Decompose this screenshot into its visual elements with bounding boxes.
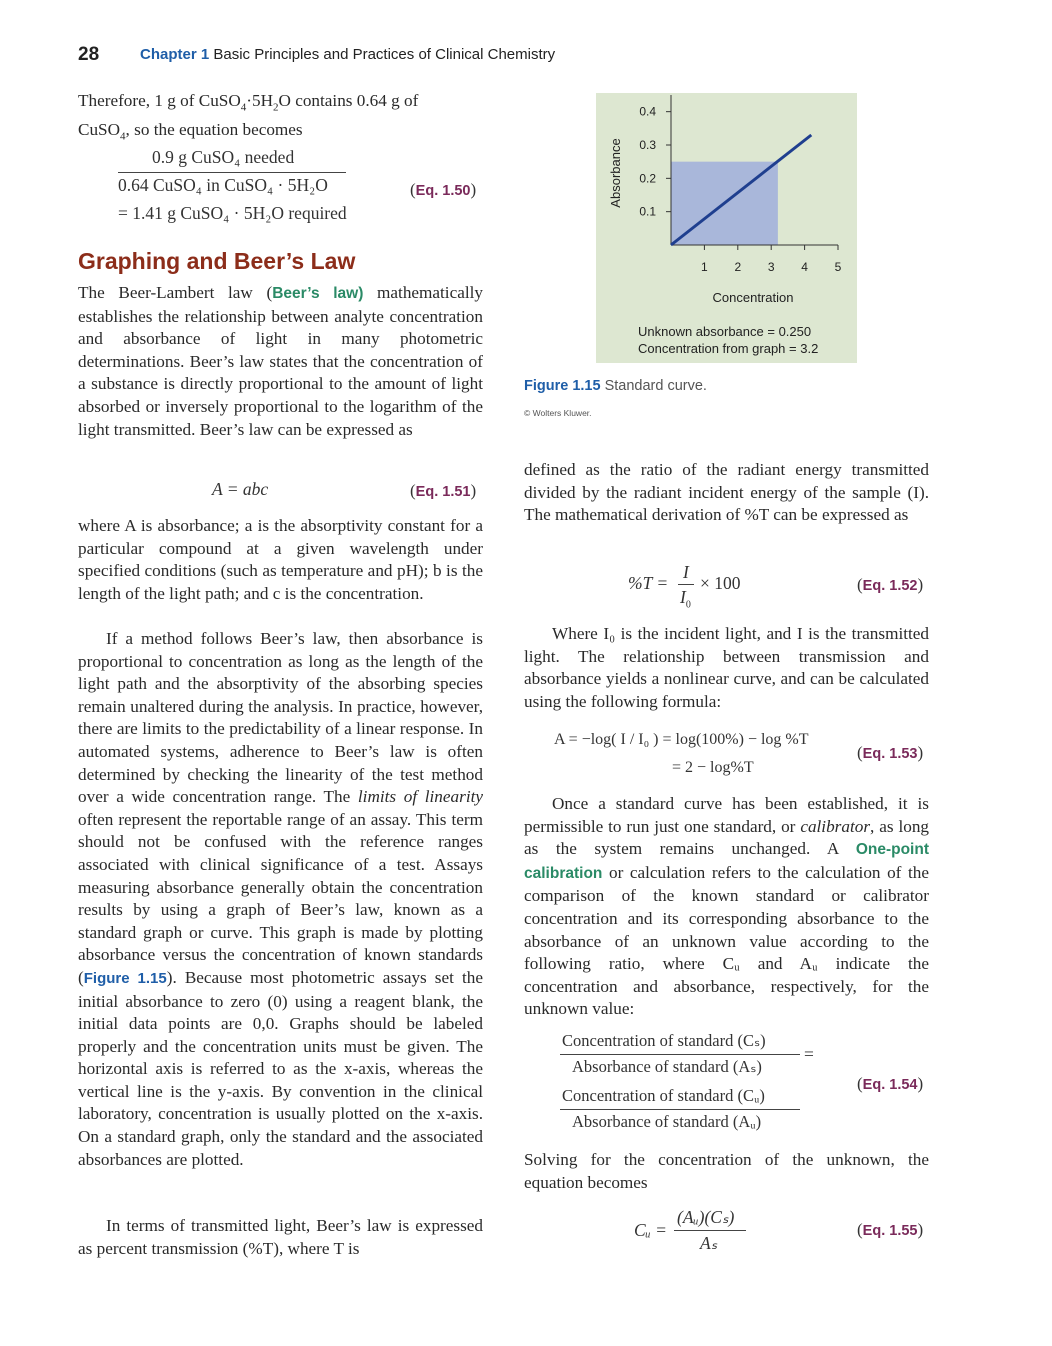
y-axis-label: Absorbance [608,138,623,208]
x-tick-label: 1 [701,260,708,274]
eq154-denominator-2: Absorbance of standard (Aᵤ) [572,1112,762,1131]
eq154-denominator-1: Absorbance of standard (Aₛ) [572,1057,762,1076]
paragraph-beer-lambert: The Beer-Lambert law (Beer’s law) mathematically establishes the relationship between analyte concentration and absorbance of light in many photometric determinations. Beer’s law states that the concentration of a substance is directly proportional to the amount of light absorbed or inversely proportional to the logarithm of the light transmitted. Beer’s law can be expressed as [78,283,483,439]
eq153-line1: A = −log( I / I₀ ) = log(100%) − log %T [554,731,809,748]
paragraph-one-point-calibration: Once a standard curve has been established, it is permissible to run just one standard, or calibrator, as long as the system remains unchanged. A One-point calibration or calculation refers to the calculation of the comparison of the known standard or calibrator concentration and its corresponding absorbance to the absorbance of an unknown value according to the following ratio, where Cᵤ and Aᵤ indicate the concentration and absorbance, respectively, for the unknown value: [524,794,930,1019]
term-beers-law: Beer’s law) [272,285,364,302]
figure-note-concentration: Concentration from graph = 3.2 [638,341,819,356]
eq150-result: = 1.41 g CuSO₄ · 5H₂O required [118,203,347,223]
eq152-rhs: × 100 [700,573,741,593]
eq155-denominator: Aₛ [700,1233,718,1253]
figure-note-absorbance: Unknown absorbance = 0.250 [638,324,812,339]
term-one-point-calibration: One-point calibration [524,841,929,882]
running-head [140,46,555,63]
y-tick-label: 0.1 [639,204,656,219]
standard-curve-chart [596,93,857,363]
eq155-fraction-bar [674,1230,746,1231]
figure-caption [524,378,707,394]
eq150-label: (Eq. 1.50) [410,180,477,199]
eq150-fraction-bar [118,172,346,173]
eq150-denominator: 0.64 CuSO₄ in CuSO₄ · 5H₂O [118,175,328,195]
section-heading: Graphing and Beer’s Law [78,248,356,274]
x-tick-label: 5 [834,260,842,274]
y-tick-label: 0.4 [639,104,656,119]
y-tick-label: 0.3 [639,138,656,152]
paragraph-definitions: where A is absorbance; a is the absorptivity constant for a particular compound at a given wavelength under specified conditions (such as temperature and pH); b is the length of the light path; and c is the concentration. [78,516,483,603]
chapter-label: Chapter 1 [140,46,210,63]
eq155-numerator: (Aᵤ)(Cₛ) [677,1207,735,1227]
x-tick-label: 2 [734,260,742,274]
eq152-fraction-bar [678,584,694,585]
x-axis-label: Concentration [712,290,794,305]
x-tick-label: 3 [767,260,775,274]
eq155-label: (Eq. 1.55) [857,1220,924,1239]
eq154-numerator-1: Concentration of standard (Cₛ) [562,1031,766,1050]
paragraph-percent-transmission: defined as the ratio of the radiant energy transmitted divided by the radiant incident energy of the sample (I). The mathematical derivation of %T can be expressed as [524,460,929,525]
intro-text: Therefore, 1 g of $CuSO_4\cdot 5H_2O$ contains 0.64 g of CuSO$_4$, so the equation becomes [78,91,419,143]
eq151-expression: A = abc [212,479,269,499]
paragraph-linearity: If a method follows Beer’s law, then absorbance is proportional to concentration as long as the length of the light path and the absorptivity of the absorbing species remain unaltered during the analysis. In practice, however, there are limits to the predictability of a linear response. In automated systems, adherence to Beer’s law is often determined by checking the linearity of the test method over a wide concentration range. The limits of linearity often represent the reportable range of an assay. This term should not be confused with the reference ranges associated with clinical significance of a test. Assays measuring absorbance generally obtain the concentration results by using a graph of Beer’s law, known as a standard graph or curve. This graph is made by plotting absorbance versus the concentration of known standards (Figure 1.15). Because most photometric assays set the initial absorbance to zero (0) using a reagent blank, the initial data points are 0,0. Graphs should be labeled properly and the concentration units must be given. The horizontal axis is referred to as the x-axis, whereas the vertical line is the y-axis. By convention in the clinical laboratory, concentration is usually plotted on the x-axis. On a standard graph, only the standard and the associated absorbances are plotted. [78,629,483,1169]
figure-credit: © Wolters Kluwer. [524,408,592,418]
paragraph-incident-light: Where I₀ is the incident light, and I is the transmitted light. The relationship between transmission and absorbance yields a nonlinear curve, and can be calculated using the following formula: [524,624,929,711]
y-tick-label: 0.2 [639,171,656,186]
eq152-label: (Eq. 1.52) [857,575,924,594]
x-tick-label: 4 [801,260,808,274]
figure-panel [596,93,857,363]
figure-caption-label: Figure 1.15 [524,378,601,394]
figure-reference[interactable]: Figure 1.15 [83,969,167,987]
paragraph-solving: Solving for the concentration of the unknown, the equation becomes [524,1150,929,1192]
eq154-fraction-bar-1 [560,1054,800,1055]
eq153-label: (Eq. 1.53) [857,743,924,762]
eq150-numerator: 0.9 g CuSO₄ needed [152,147,295,167]
eq152-lhs: %T = [628,573,669,593]
eq154-equals: = [804,1044,814,1064]
eq152-denominator: $I_0$ [680,587,691,611]
paragraph-transmitted-light: In terms of transmitted light, Beer’s law is expressed as percent transmission (%T), where T is [78,1216,483,1258]
eq153-line2: = 2 − log%T [672,759,754,776]
eq155-lhs: Cᵤ = [634,1220,667,1240]
chapter-title: Basic Principles and Practices of Clinical Chemistry [213,46,556,63]
eq154-label: (Eq. 1.54) [857,1074,924,1093]
eq154-fraction-bar-2 [560,1109,800,1110]
figure-caption-text: Standard curve. [604,378,707,394]
eq151-label: (Eq. 1.51) [410,481,477,500]
eq154-numerator-2: Concentration of standard (Cᵤ) [562,1086,765,1105]
eq152-numerator: I [683,562,689,582]
page-number: 28 [78,44,100,65]
